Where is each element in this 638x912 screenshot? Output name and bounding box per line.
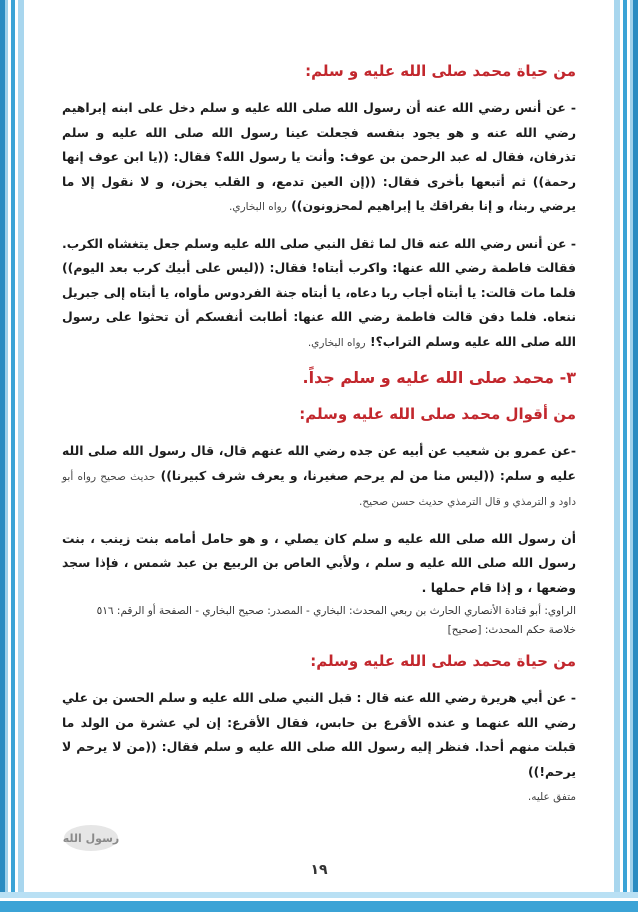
- hadith-text: - عن أنس رضي الله عنه أن رسول الله صلى الله عليه و سلم دخل على ابنه إبراهيم رضي الله عنه و هو يجود بنفسه فجعلت عينا رسول الله صلى الله عليه و سلم تذرفان، فقال له عبد الرحمن بن عوف: وأنت يا رسول الله؟ فقال: ((يا ابن عوف إنها رحمة)) ثم أتبعها بأخرى فقال: ((إن العين تدمع، و القلب يحزن، و لا نقول إلا ما يرضي ربنا، و إنا بفراقك يا إبراهيم لمحزونون)): [62, 100, 576, 213]
- hadith-paragraph: [62, 686, 576, 810]
- section-heading: من حياة محمد صلى الله عليه و سلم:: [305, 62, 576, 80]
- section-life-1: [62, 60, 576, 355]
- seal-text: رسول الله: [62, 832, 120, 845]
- section-grandfather: [62, 367, 576, 389]
- hadith-paragraph: [62, 96, 576, 220]
- section-heading: من حياة محمد صلى الله عليه وسلم:: [310, 652, 576, 670]
- hadith-text: -عن عمرو بن شعيب عن أبيه عن جده رضي الله عنهم قال، قال رسول الله صلى الله عليه و سلم: ((ليس منا من لم يرحم صغيرنا، و يعرف شرف كبيرنا)): [62, 443, 576, 483]
- hadith-text: - عن أبي هريرة رضي الله عنه قال : قبل النبي صلى الله عليه و سلم الحسن بن علي رضي الله عنهما و عنده الأقرع بن حابس، فقال الأقرع: إن لي عشرة من الولد ما قبلت منهم أحدا. فنظر إليه رسول الله صلى الله عليه و سلم فقال: ((من لا يرحم لا يرحم!)): [62, 690, 576, 779]
- hadith-text: أن رسول الله صلى الله عليه و سلم كان يصلي ، و هو حامل أمامه بنت زينب ، بنت رسول الله صلى الله عليه و سلم ، ولأبي العاص بن الربيع بن عبد شمس ، فإذا سجد وضعها ، و إذا قام حملها .: [62, 530, 576, 595]
- hadith-text: - عن أنس رضي الله عنه قال لما ثقل النبي صلى الله عليه وسلم جعل يتغشاه الكرب. فقالت فاطمة رضي الله عنها: واكرب أبتاه! فقال: ((ليس على أبيك كرب بعد اليوم)) فلما مات قالت: يا أبتاه أجاب ربا دعاه، يا أبتاه جنة الفردوس مأواه، يا أبتاه إلى جبريل ننعاه. فلما دفن قالت فاطمة رضي الله عنها: أطابت أنفسكم أن تحثوا على رسول الله صلى الله عليه وسلم التراب؟!: [62, 235, 576, 349]
- left-decorative-band: [0, 0, 24, 912]
- section-heading: ٣- محمد صلى الله عليه و سلم جداً.: [302, 368, 576, 387]
- narrator-line: الراوي: أبو قتادة الأنصاري الحارث بن ربعي المحدث: البخاري - المصدر: صحيح البخاري - الصفحة أو الرقم: ٥١٦: [96, 605, 576, 617]
- hadith-reference: حديث صحيح رواه أبو داود و الترمذي و قال الترمذي حديث حسن صحيح.: [62, 470, 576, 508]
- hadith-reference: متفق عليه.: [527, 791, 576, 803]
- hadith-reference: رواه البخاري.: [229, 201, 287, 213]
- hadith-reference: رواه البخاري.: [307, 336, 366, 349]
- calligraphy-seal-icon: [62, 814, 120, 854]
- bottom-decorative-bar: [0, 892, 638, 912]
- hadith-paragraph: [62, 439, 576, 515]
- page-content: [62, 60, 576, 822]
- hadith-paragraph: [62, 527, 576, 601]
- section-sayings: [62, 403, 576, 650]
- page-number: ١٩: [310, 862, 328, 878]
- verdict-line: خلاصة حكم المحدث: [صحيح]: [447, 624, 576, 636]
- right-decorative-band: [614, 0, 638, 912]
- hadith-paragraph: [62, 232, 576, 356]
- section-life-2: [62, 650, 576, 810]
- section-heading: من أقوال محمد صلى الله عليه وسلم:: [299, 405, 576, 423]
